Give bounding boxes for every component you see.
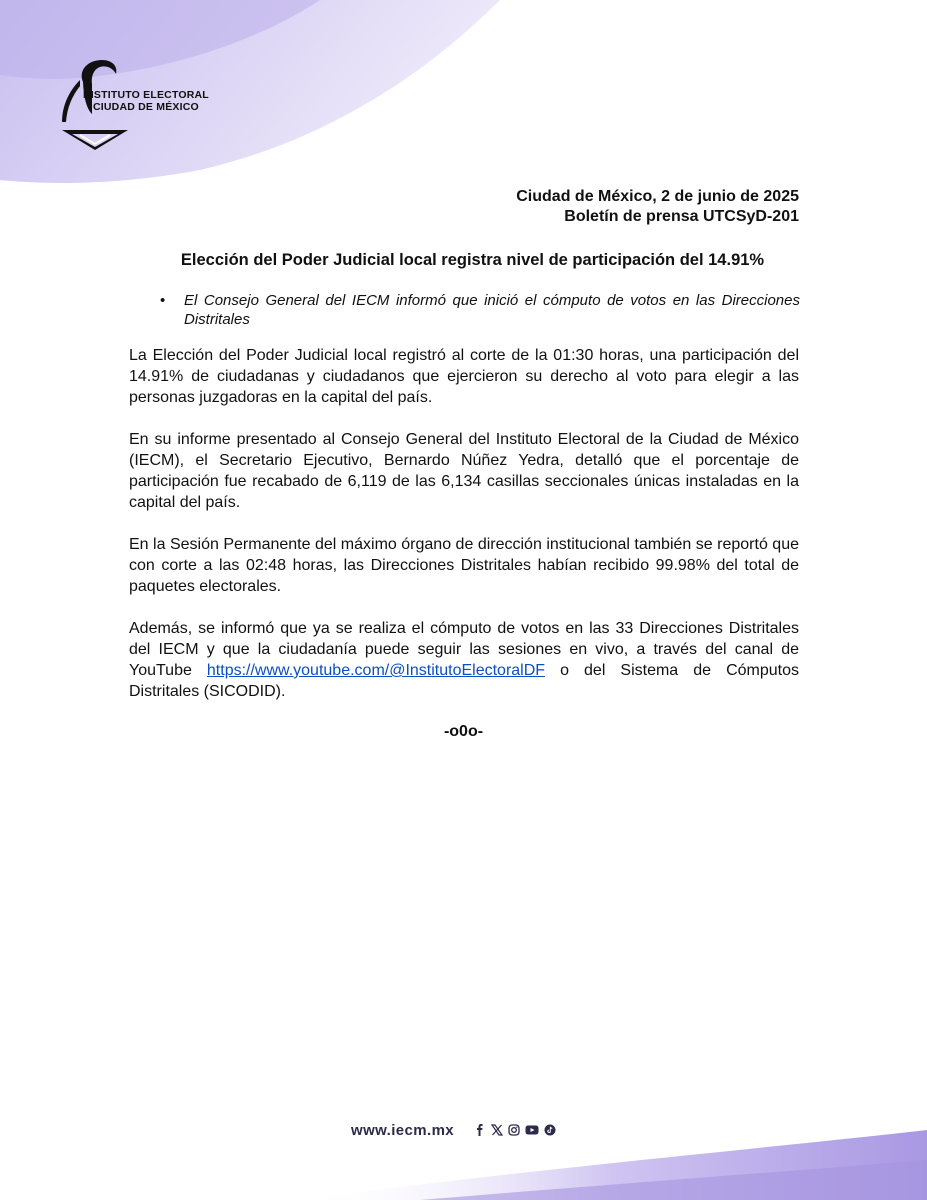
logo-arc xyxy=(62,80,80,122)
footer xyxy=(351,1120,556,1140)
press-body xyxy=(129,345,799,723)
tiktok-icon[interactable] xyxy=(544,1124,556,1136)
bullet-icon: • xyxy=(160,292,166,309)
facebook-icon[interactable] xyxy=(474,1124,486,1136)
dateline xyxy=(516,187,799,227)
list-item xyxy=(160,292,800,329)
paragraph-1: La Elección del Poder Judicial local registró al corte de la 01:30 horas, una participación del 14.91% de ciudadanas y ciudadanos que ejercieron su derecho al voto para elegir a las personas juzgadoras en la capital del país. xyxy=(129,347,799,406)
website-link[interactable]: www.iecm.mx xyxy=(351,1121,455,1139)
paragraph-3: En la Sesión Permanente del máximo órgano de dirección institucional también se reportó que con corte a las 02:48 horas, las Direcciones Distritales habían recibido 99.98% del total de paquetes electorales. xyxy=(129,536,799,595)
youtube-channel-link[interactable]: https://www.youtube.com/@InstitutoElectoralDF xyxy=(206,662,546,679)
bullet-text: El Consejo General del IECM informó que inició el cómputo de votos en las Direcciones Distritales xyxy=(184,292,800,328)
summary-bullets xyxy=(160,292,800,329)
logo-crest xyxy=(62,130,128,150)
closing-mark: -o0o- xyxy=(443,723,484,740)
instagram-icon[interactable] xyxy=(508,1124,520,1136)
paragraph-4 xyxy=(129,618,799,702)
org-name-line1: INSTITUTO ELECTORAL xyxy=(83,89,209,101)
bulletin-number: Boletín de prensa UTCSyD-201 xyxy=(564,208,799,225)
place-date: Ciudad de México, 2 de junio de 2025 xyxy=(516,188,799,205)
youtube-icon[interactable] xyxy=(525,1124,539,1136)
logo-wordmark xyxy=(83,89,209,113)
paragraph-2: En su informe presentado al Consejo General del Instituto Electoral de la Ciudad de México (IECM), el Secretario Ejecutivo, Bernardo Núñez Yedra, detalló que el porcentaje de participación fue recabado de 6,119 de las 6,134 casillas seccionales únicas instaladas en la capital del país. xyxy=(129,431,799,511)
paragraph-4-text-end: o del Sistema de Cómputos Distritales (SICODID). xyxy=(129,662,799,700)
press-headline: Elección del Poder Judicial local registra nivel de participación del 14.91% xyxy=(180,251,765,269)
x-icon[interactable] xyxy=(491,1124,503,1136)
social-icons xyxy=(474,1124,556,1136)
paragraph-4-text-start: Además, se informó que ya se realiza el cómputo de votos en las 33 Direcciones Distritales del IECM y que la ciudadanía puede seguir las sesiones en vivo, a través del canal de YouTube xyxy=(129,620,799,679)
org-name-line2: CIUDAD DE MÉXICO xyxy=(93,101,199,113)
